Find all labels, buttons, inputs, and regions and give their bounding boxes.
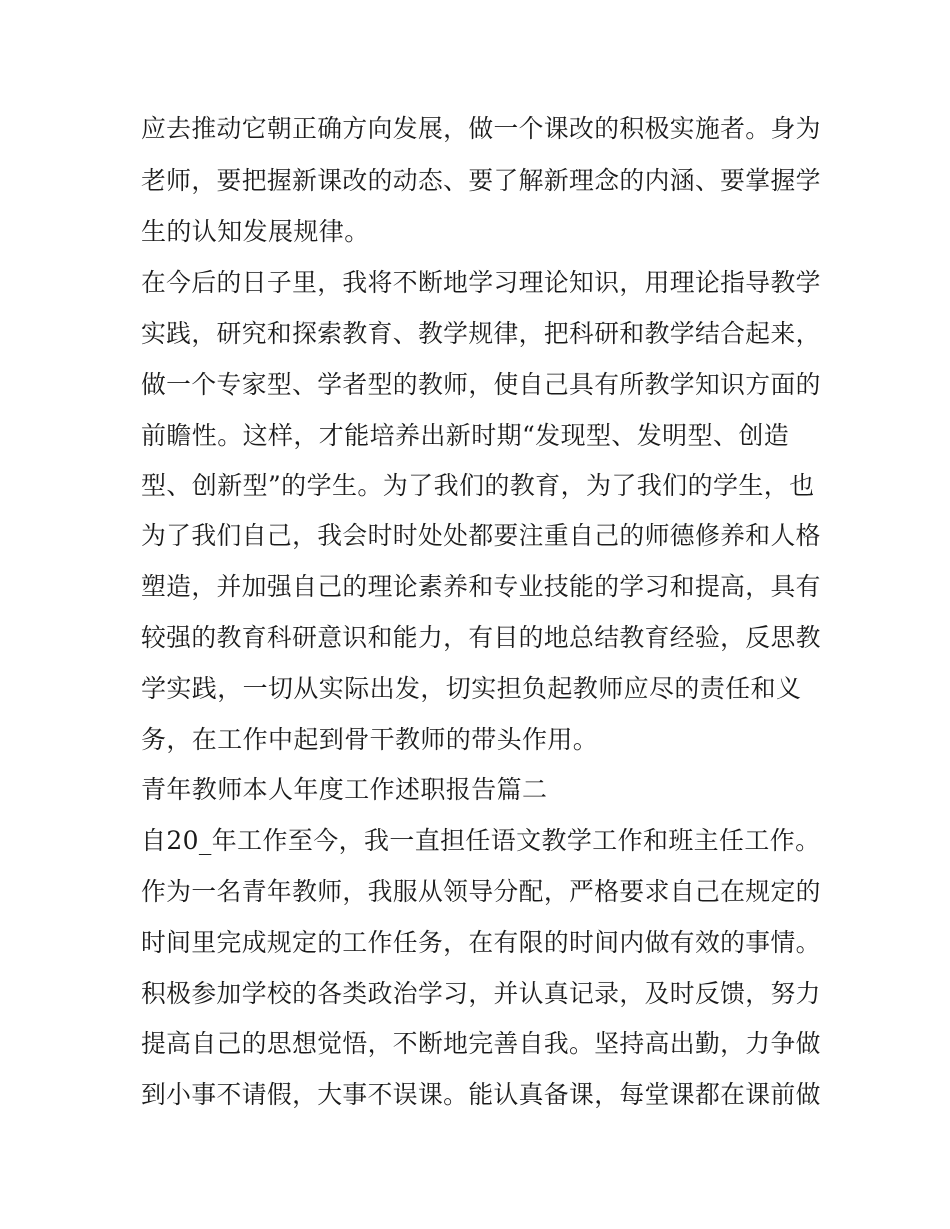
text-line: 务，在工作中起到骨干教师的带头作用。	[141, 725, 599, 754]
text-line: 型、创新型”的学生。为了我们的教育，为了我们的学生，也	[141, 471, 815, 500]
text-line: 积极参加学校的各类政治学习，并认真记录，及时反馈，努力	[141, 979, 821, 1008]
text-line: 应去推动它朝正确方向发展，做一个课改的积极实施者。身为	[141, 114, 821, 143]
text-line: 老师，要把握新课改的动态、要了解新理念的内涵、要掌握学	[141, 166, 821, 195]
text-line: 前瞻性。这样，才能培养出新时期“发现型、发明型、创造	[141, 421, 790, 450]
text-line: 作为一名青年教师，我服从领导分配，严格要求自己在规定的	[141, 877, 821, 906]
text-line: 生的认知发展规律。	[141, 217, 370, 246]
text-line: 学实践，一切从实际出发，切实担负起教师应尽的责任和义	[141, 674, 802, 703]
text-line: 实践，研究和探索教育、教学规律，把科研和教学结合起来，	[141, 319, 821, 348]
text-line: 做一个专家型、学者型的教师，使自己具有所教学知识方面的	[141, 370, 821, 399]
text-line: 在今后的日子里，我将不断地学习理论知识，用理论指导教学	[141, 268, 821, 297]
text-line: 时间里完成规定的工作任务，在有限的时间内做有效的事情。	[141, 928, 821, 957]
text-line: 到小事不请假，大事不误课。能认真备课，每堂课都在课前做	[141, 1080, 821, 1109]
text-line: 为了我们自己，我会时时处处都要注重自己的师德修养和人格	[141, 521, 821, 550]
text-line: 塑造，并加强自己的理论素养和专业技能的学习和提高，具有	[141, 572, 821, 601]
section-heading: 青年教师本人年度工作述职报告篇二	[141, 775, 548, 804]
text-line: 自20_年工作至今，我一直担任语文教学工作和班主任工作。	[141, 826, 821, 855]
text-line: 较强的教育科研意识和能力，有目的地总结教育经验，反思教	[141, 623, 821, 652]
text-line: 提高自己的思想觉悟，不断地完善自我。坚持高出勤，力争做	[141, 1029, 821, 1058]
